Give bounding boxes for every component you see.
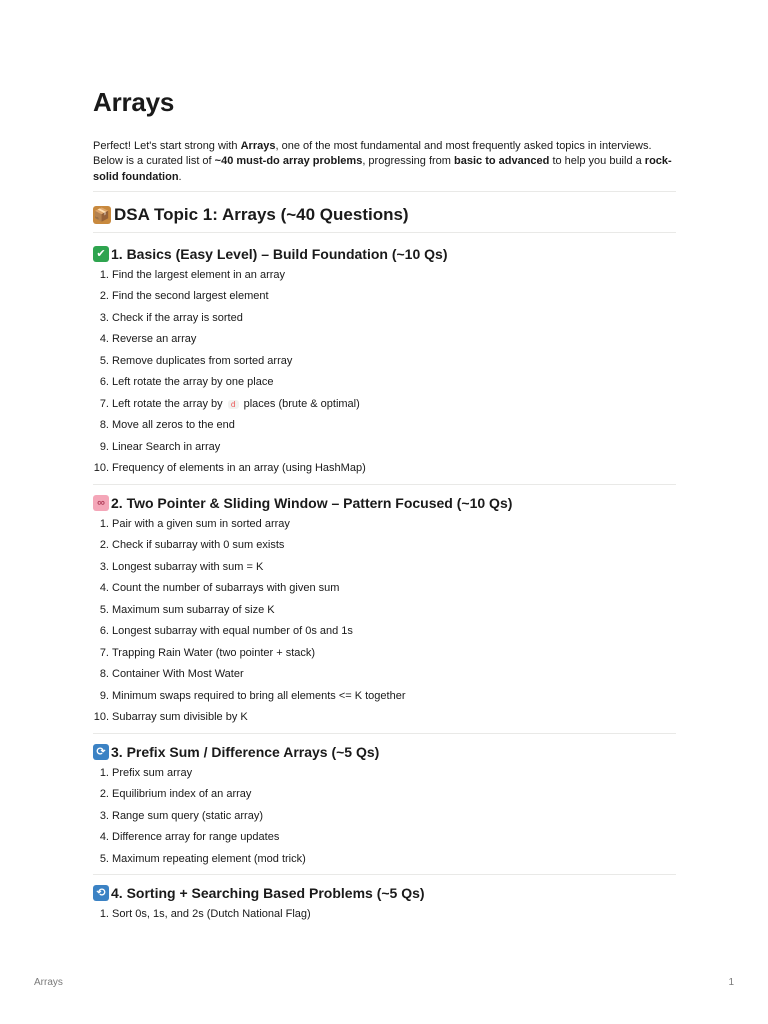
list-item [93, 784, 676, 806]
page-title: Arrays [93, 87, 175, 117]
list-item-number: 9. [99, 440, 109, 453]
list-item-number: 3. [99, 560, 109, 573]
item-text: Maximum sum subarray of size K [112, 603, 275, 616]
topic-heading [93, 192, 676, 233]
list-item-text [112, 394, 360, 416]
list-item-number: 1. [99, 517, 109, 530]
item-text: Prefix sum array [112, 766, 193, 779]
list-item-number: 9. [99, 689, 109, 702]
item-text: Reverse an array [112, 333, 197, 346]
list-item-number: 6. [99, 625, 109, 638]
list-item-text [112, 578, 339, 600]
list-item [93, 806, 676, 828]
list-item [93, 372, 676, 394]
item-text: Check if the array is sorted [112, 311, 243, 324]
topic-heading-text: DSA Topic 1: Arrays (~40 Questions) [114, 204, 409, 224]
item-text: Trapping Rain Water (two pointer + stack) [112, 646, 316, 659]
list-item-number: 5. [99, 603, 109, 616]
list-item-number: 3. [99, 311, 109, 324]
list-item-number: 4. [99, 333, 109, 346]
item-text: Subarray sum divisible by K [112, 711, 248, 724]
list-item-text [112, 329, 196, 351]
footer-page-number: 1 [728, 977, 734, 988]
list-item [93, 415, 676, 437]
list-item [93, 686, 676, 708]
list-item [93, 664, 676, 686]
section-heading-text: 3. Prefix Sum / Difference Arrays (~5 Qs) [111, 743, 380, 760]
item-text: Left rotate the array by [112, 397, 226, 410]
list-item-text [112, 514, 290, 536]
section-heading [93, 494, 676, 512]
problem-list [93, 265, 676, 480]
list-item-number: 1. [99, 908, 109, 921]
package-icon: 📦 [93, 206, 111, 222]
intro-text: to help you build a [549, 155, 645, 168]
item-text: Longest subarray with sum = K [112, 560, 264, 573]
item-text: Difference array for range updates [112, 831, 280, 844]
list-item-text [112, 827, 279, 849]
list-item [93, 458, 676, 480]
intro-text: , one of the most fundamental and most frequently asked topics in interviews. Below is a curated list of [93, 140, 652, 168]
section-1 [93, 233, 676, 485]
list-item-text [112, 351, 292, 373]
item-text: Sort 0s, 1s, and 2s (Dutch National Flag) [112, 908, 311, 921]
list-item-number: 4. [99, 831, 109, 844]
list-item-text [112, 707, 248, 729]
list-item [93, 437, 676, 459]
problem-list [93, 904, 676, 926]
item-text: Count the number of subarrays with given sum [112, 582, 340, 595]
check-mark-icon: ✔ [93, 246, 109, 262]
list-item-number: 2. [99, 788, 109, 801]
list-item-text [112, 643, 315, 665]
list-item [93, 557, 676, 579]
section-heading [93, 884, 676, 902]
intro-text: . [178, 170, 182, 183]
list-item [93, 308, 676, 330]
list-item-number: 5. [99, 354, 109, 367]
list-item [93, 600, 676, 622]
list-item-text [112, 557, 263, 579]
section-heading [93, 245, 676, 263]
list-item-number: 5. [99, 852, 109, 865]
list-item-text [112, 763, 192, 785]
list-item-text [112, 849, 306, 871]
list-item-text [112, 415, 235, 437]
list-item-number: 8. [99, 668, 109, 681]
section-heading [93, 743, 676, 761]
item-text: Maximum repeating element (mod trick) [112, 852, 306, 865]
list-item-text [112, 904, 311, 926]
list-item-number: 2. [99, 290, 109, 303]
intro-paragraph [93, 139, 676, 192]
section-heading-text: 2. Two Pointer & Sliding Window – Pattern Focused (~10 Qs) [111, 494, 513, 511]
sections-container [93, 233, 676, 930]
item-text: places (brute & optimal) [240, 397, 360, 410]
document-body [93, 84, 676, 930]
footer-doc-title: Arrays [34, 977, 63, 988]
list-item-text [112, 621, 353, 643]
list-item [93, 904, 676, 926]
list-item-number: 1. [99, 766, 109, 779]
item-text: Linear Search in array [112, 440, 221, 453]
list-item [93, 265, 676, 287]
list-item-number: 10. [93, 462, 109, 475]
brain-icon: ∞ [93, 495, 109, 511]
list-item [93, 394, 676, 416]
problem-list [93, 763, 676, 871]
list-item-number: 7. [99, 397, 109, 410]
list-item-number: 8. [99, 419, 109, 432]
list-item-text [112, 535, 284, 557]
list-item [93, 329, 676, 351]
item-text: Find the largest element in an array [112, 268, 286, 281]
list-item [93, 827, 676, 849]
list-item [93, 514, 676, 536]
section-2 [93, 485, 676, 734]
section-4 [93, 875, 676, 930]
list-item-text [112, 686, 405, 708]
item-text: Remove duplicates from sorted array [112, 354, 293, 367]
list-item-number: 6. [99, 376, 109, 389]
list-item-number: 10. [93, 711, 109, 724]
list-item-text [112, 600, 275, 622]
item-text: Pair with a given sum in sorted array [112, 517, 290, 530]
list-item-text [112, 437, 220, 459]
list-item [93, 643, 676, 665]
list-item-number: 7. [99, 646, 109, 659]
list-item-text [112, 806, 263, 828]
intro-bold-text: ~40 must-do array problems [214, 155, 363, 168]
list-item-text [112, 664, 244, 686]
list-item [93, 535, 676, 557]
item-text: Check if subarray with 0 sum exists [112, 539, 285, 552]
list-item [93, 849, 676, 871]
section-heading-text: 4. Sorting + Searching Based Problems (~5 Qs) [111, 885, 425, 902]
list-item [93, 286, 676, 308]
intro-text: , progressing from [362, 155, 455, 168]
list-item [93, 707, 676, 729]
item-text: Left rotate the array by one place [112, 376, 274, 389]
item-text: Frequency of elements in an array (using HashMap) [112, 462, 366, 475]
counterclockwise-arrows-icon: ⟲ [93, 885, 109, 901]
intro-text: Perfect! Let's start strong with [93, 140, 241, 152]
list-item [93, 351, 676, 373]
intro-bold-text: rock-solid foundation [93, 155, 672, 183]
intro-bold-text: basic to advanced [454, 155, 550, 168]
intro-bold-text: Arrays [240, 140, 276, 152]
list-item-number: 3. [99, 809, 109, 822]
list-item [93, 578, 676, 600]
list-item-text [112, 286, 269, 308]
problem-list [93, 514, 676, 729]
inline-code: d [228, 400, 239, 409]
repeat-icon: ⟳ [93, 744, 109, 760]
item-text: Longest subarray with equal number of 0s and 1s [112, 625, 353, 638]
list-item-text [112, 308, 243, 330]
item-text: Find the second largest element [112, 290, 269, 303]
list-item [93, 621, 676, 643]
item-text: Move all zeros to the end [112, 419, 235, 432]
list-item-text [112, 265, 285, 287]
list-item-text [112, 372, 273, 394]
section-3 [93, 734, 676, 876]
list-item-text [112, 458, 366, 480]
list-item-text [112, 784, 251, 806]
list-item-number: 2. [99, 539, 109, 552]
section-heading-text: 1. Basics (Easy Level) – Build Foundation (~10 Qs) [111, 245, 448, 262]
item-text: Container With Most Water [112, 668, 244, 681]
list-item [93, 763, 676, 785]
item-text: Equilibrium index of an array [112, 788, 252, 801]
list-item-number: 4. [99, 582, 109, 595]
item-text: Minimum swaps required to bring all elements <= K together [112, 689, 406, 702]
list-item-number: 1. [99, 268, 109, 281]
item-text: Range sum query (static array) [112, 809, 263, 822]
